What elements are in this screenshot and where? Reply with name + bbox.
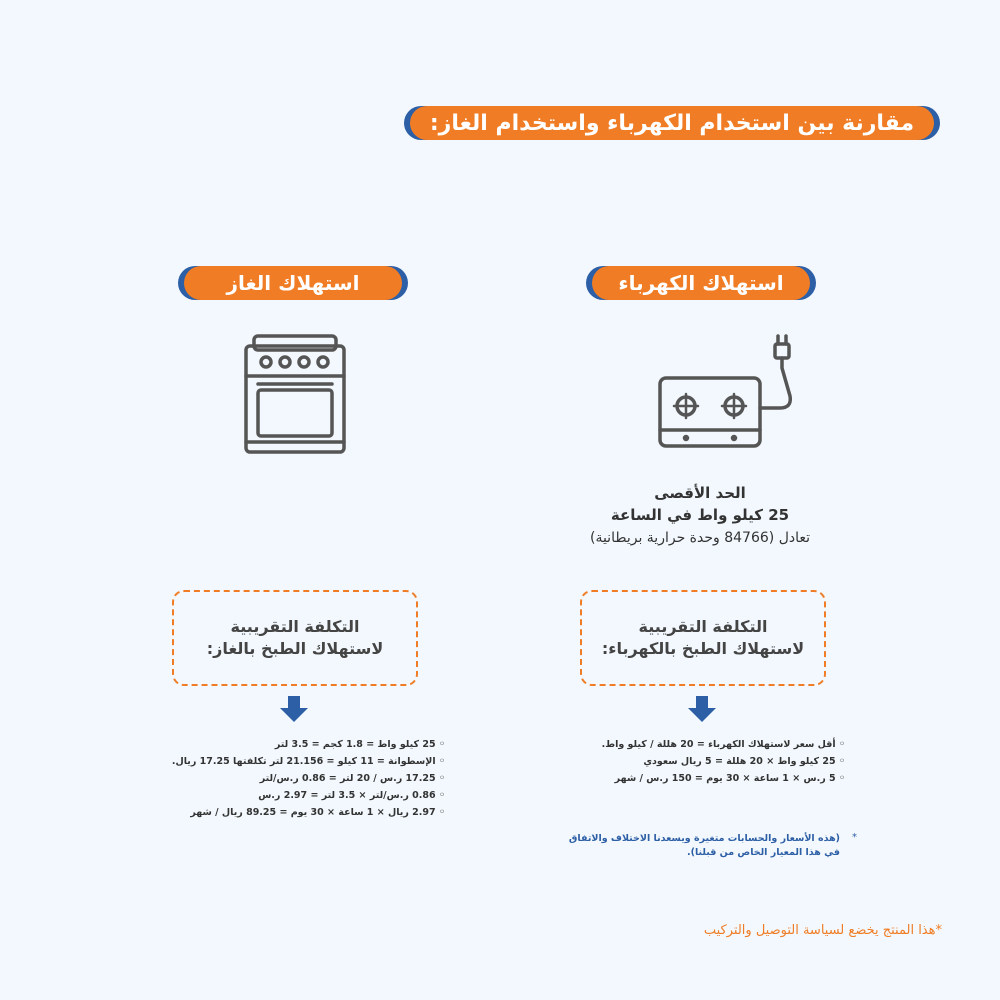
- gas-cost-list: [160, 736, 445, 821]
- arrow-down-icon: [280, 696, 308, 726]
- list-item: ◦ 25 كيلو واط = 1.8 كجم = 3.5 لتر: [160, 736, 445, 753]
- electricity-heading: استهلاك الكهرباء: [592, 266, 810, 300]
- gas-cost-box: [172, 590, 418, 686]
- list-item: ◦ أقل سعر لاستهلاك الكهرباء = 20 هللة / كيلو واط.: [560, 736, 845, 753]
- note-asterisk: *: [852, 832, 857, 843]
- max-power-label: الحد الأقصى: [654, 484, 746, 502]
- list-item: ◦ 5 ر.س × 1 ساعة × 30 يوم = 150 ر.س / شهر: [560, 770, 845, 787]
- gas-oven-icon: [240, 332, 350, 460]
- electricity-cost-box: [580, 590, 826, 686]
- list-item: ◦ 25 كيلو واط × 20 هللة = 5 ريال سعودي: [560, 753, 845, 770]
- list-item: ◦ 2.97 ريال × 1 ساعة × 30 يوم = 89.25 ريال / شهر: [160, 804, 445, 821]
- gas-cost-line1: التكلفة التقريبية: [230, 617, 360, 636]
- btu-equivalent: تعادل (84766 وحدة حرارية بريطانية): [589, 530, 811, 546]
- page-title: مقارنة بين استخدام الكهرباء واستخدام الغاز:: [410, 106, 934, 140]
- electricity-cost-list: [560, 736, 845, 787]
- pricing-note: (هذه الأسعار والحسابات متغيرة ويسعدنا الاختلاف والاتفاق في هذا المعيار الخاص من قبلنا).: [568, 833, 840, 858]
- max-power-value: 25 كيلو واط في الساعة: [610, 506, 790, 524]
- electricity-cost-line2: لاستهلاك الطبخ بالكهرباء:: [601, 639, 805, 658]
- list-item: ◦ 17.25 ر.س / 20 لتر = 0.86 ر.س/لتر: [160, 770, 445, 787]
- list-item: ◦ الإسطوانة = 11 كيلو = 21.156 لتر تكلفتها 17.25 ريال.: [160, 753, 445, 770]
- footer-disclaimer: *هذا المنتج يخضع لسياسة التوصيل والتركيب: [703, 923, 942, 938]
- gas-cost-line2: لاستهلاك الطبخ بالغاز:: [206, 639, 384, 658]
- gas-heading: استهلاك الغاز: [184, 266, 402, 300]
- electric-stove-icon: [650, 330, 800, 458]
- list-item: ◦ 0.86 ر.س/لتر × 3.5 لتر = 2.97 ر.س: [160, 787, 445, 804]
- electricity-cost-line1: التكلفة التقريبية: [638, 617, 768, 636]
- arrow-down-icon: [688, 696, 716, 726]
